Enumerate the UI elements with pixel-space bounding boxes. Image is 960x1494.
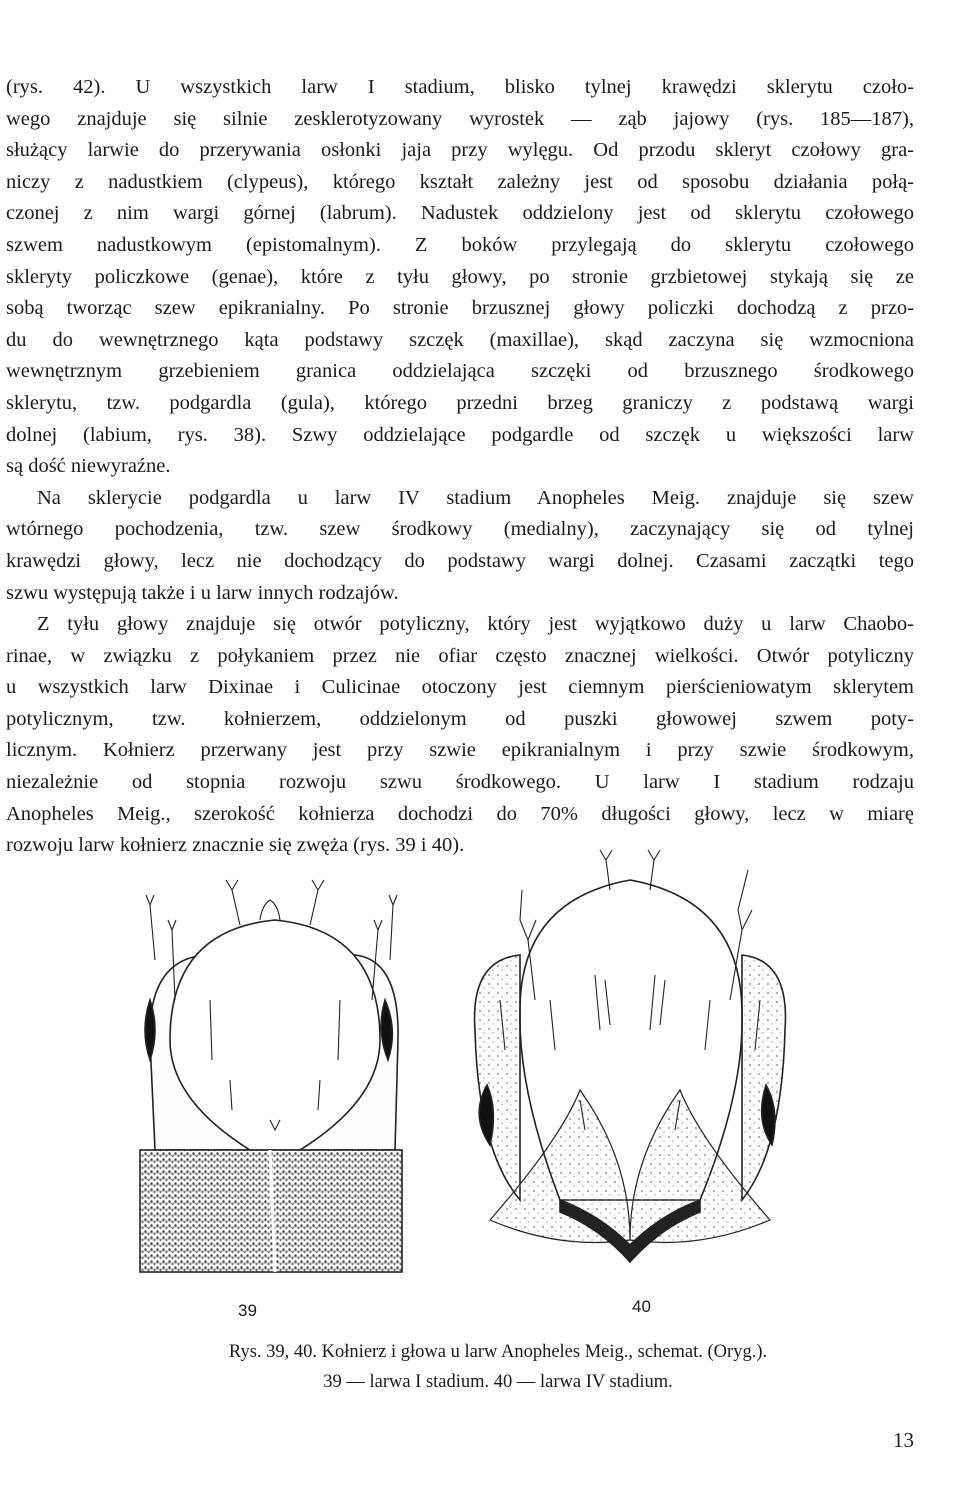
figure-label-40: 40 bbox=[632, 1297, 651, 1316]
text-line: potylicznym, tzw. kołnierzem, oddzielonym od puszki głowowej szwem poty- bbox=[6, 707, 914, 730]
text-line: sklerytu, tzw. podgardla (gula), którego przedni brzeg graniczy z podstawą wargi bbox=[6, 391, 914, 414]
text-line: dolnej (labium, rys. 38). Szwy oddzielające podgardle od szczęk u większości larw bbox=[6, 423, 914, 446]
text-line: Z tyłu głowy znajduje się otwór potyliczny, który jest wyjątkowo duży u larw Chaobo- bbox=[37, 613, 914, 636]
figure-larva-heads bbox=[0, 840, 960, 1280]
text-line: niezależnie od stopnia rozwoju szwu środkowego. U larw I stadium rodzaju bbox=[6, 771, 914, 794]
figure-40-drawing bbox=[475, 850, 786, 1262]
text-line: są dość niewyraźne. bbox=[6, 455, 171, 478]
figure-39-drawing bbox=[140, 880, 402, 1272]
text-line: wego znajduje się silnie zesklerotyzowany wyrostek — ząb jajowy (rys. 185—187), bbox=[6, 107, 914, 130]
text-line: wtórnego pochodzenia, tzw. szew środkowy (medialny), zaczynający się od tylnej bbox=[6, 518, 914, 541]
text-line: sobą tworząc szew epikranialny. Po stronie brzusznej głowy policzki dochodzą z przo- bbox=[6, 297, 914, 320]
text-line: szwem nadustkowym (epistomalnym). Z boków przylegają do sklerytu czołowego bbox=[6, 233, 914, 256]
text-line: u wszystkich larw Dixinae i Culicinae otoczony jest ciemnym pierścieniowatym sklerytem bbox=[6, 676, 914, 699]
figure-label-39: 39 bbox=[238, 1301, 257, 1320]
text-line: (rys. 42). U wszystkich larw I stadium, blisko tylnej krawędzi sklerytu czoło- bbox=[6, 76, 914, 98]
text-line: Na sklerycie podgardla u larw IV stadium Anopheles Meig. znajduje się szew bbox=[37, 486, 914, 509]
text-line: rinae, w związku z połykaniem przez nie ofiar często znacznej wielkości. Otwór potyliczny bbox=[6, 644, 914, 667]
figure-caption-line-1: Rys. 39, 40. Kołnierz i głowa u larw Anopheles Meig., schemat. (Oryg.). bbox=[228, 1342, 768, 1362]
text-line: Anopheles Meig., szerokość kołnierza dochodzi do 70% długości głowy, lecz w miarę bbox=[6, 802, 914, 825]
text-line: czonej z nim wargi górnej (labrum). Nadustek oddzielony jest od sklerytu czołowego bbox=[6, 202, 914, 225]
page-number: 13 bbox=[893, 1428, 914, 1452]
text-line: licznym. Kołnierz przerwany jest przy szwie epikranialnym i przy szwie środkowym, bbox=[6, 739, 914, 762]
text-line: niczy z nadustkiem (clypeus), którego kształt zależny jest od sposobu działania połą- bbox=[6, 170, 914, 193]
text-line: rozwoju larw kołnierz znacznie się zwęża (rys. 39 i 40). bbox=[6, 834, 465, 857]
text-line: wewnętrznym grzebieniem granica oddzielająca szczęki od brzusznego środkowego bbox=[6, 360, 914, 383]
text-line: służący larwie do przerywania osłonki jaja przy wylęgu. Od przodu skleryt czołowy gra- bbox=[6, 139, 914, 162]
body-text bbox=[6, 72, 914, 862]
text-line: du do wewnętrznego kąta podstawy szczęk (maxillae), skąd zaczyna się wzmocniona bbox=[6, 328, 914, 351]
figure-caption-line-2: 39 — larwa I stadium. 40 — larwa IV stadium. bbox=[323, 1372, 673, 1392]
text-line: szwu występują także i u larw innych rodzajów. bbox=[6, 581, 399, 604]
text-line: krawędzi głowy, lecz nie dochodzący do podstawy wargi dolnej. Czasami zaczątki tego bbox=[6, 549, 914, 572]
text-line: skleryty policzkowe (genae), które z tyłu głowy, po stronie grzbietowej stykają się ze bbox=[6, 265, 914, 288]
